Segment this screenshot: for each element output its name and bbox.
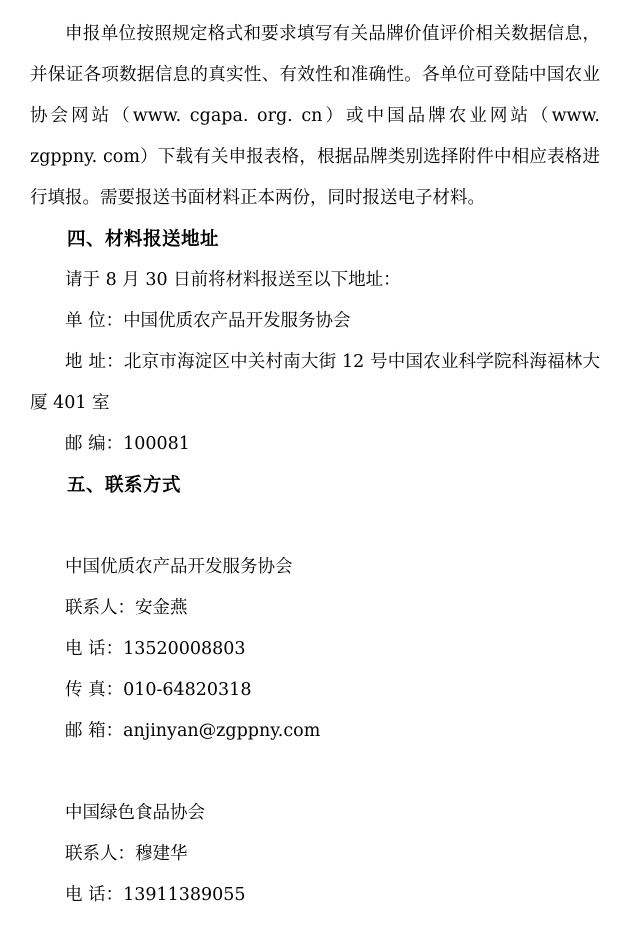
section-heading-contact: 五、联系方式 xyxy=(67,475,182,496)
org1-email-line: 邮 箱：anjinyan@zgppny.com xyxy=(65,721,321,741)
org1-name-line: 中国优质农产品开发服务协会 xyxy=(65,557,293,577)
org2-name-line: 中国绿色食品协会 xyxy=(65,803,205,823)
contact-spacer-1 xyxy=(30,506,600,547)
org1-fax-line: 传 真：010-64820318 xyxy=(65,680,252,700)
org2-phone-line: 电 话：13911389055 xyxy=(65,885,246,905)
section-heading-address: 四、材料报送地址 xyxy=(67,229,220,250)
address-line: 地 址：北京市海淀区中关村南大街 12 号中国农业科学院科海福林大厦 401 室 xyxy=(30,352,600,413)
intro-paragraph: 申报单位按照规定格式和要求填写有关品牌价值评价相关数据信息，并保证各项数据信息的真实性、有效性和准确性。各单位可登陆中国农业协会网站（www. cgapa. org. cn）或中国品牌农业网站（www. zgppny. com）下载有关申报表格，根据品牌类别选择附件中相应表格进行填报。需要报送书面材料正本两份，同时报送电子材料。 xyxy=(30,24,600,208)
org1-contact-person-line: 联系人：安金燕 xyxy=(65,598,188,618)
contact-spacer-2 xyxy=(30,752,600,793)
page-top-padding xyxy=(30,0,600,14)
deadline-line: 请于 8 月 30 日前将材料报送至以下地址： xyxy=(65,270,401,290)
org1-phone-line: 电 话：13520008803 xyxy=(65,639,246,659)
unit-line: 单 位：中国优质农产品开发服务协会 xyxy=(65,311,351,331)
org2-contact-person-line: 联系人：穆建华 xyxy=(65,844,188,864)
postcode-line: 邮 编：100081 xyxy=(65,434,190,454)
